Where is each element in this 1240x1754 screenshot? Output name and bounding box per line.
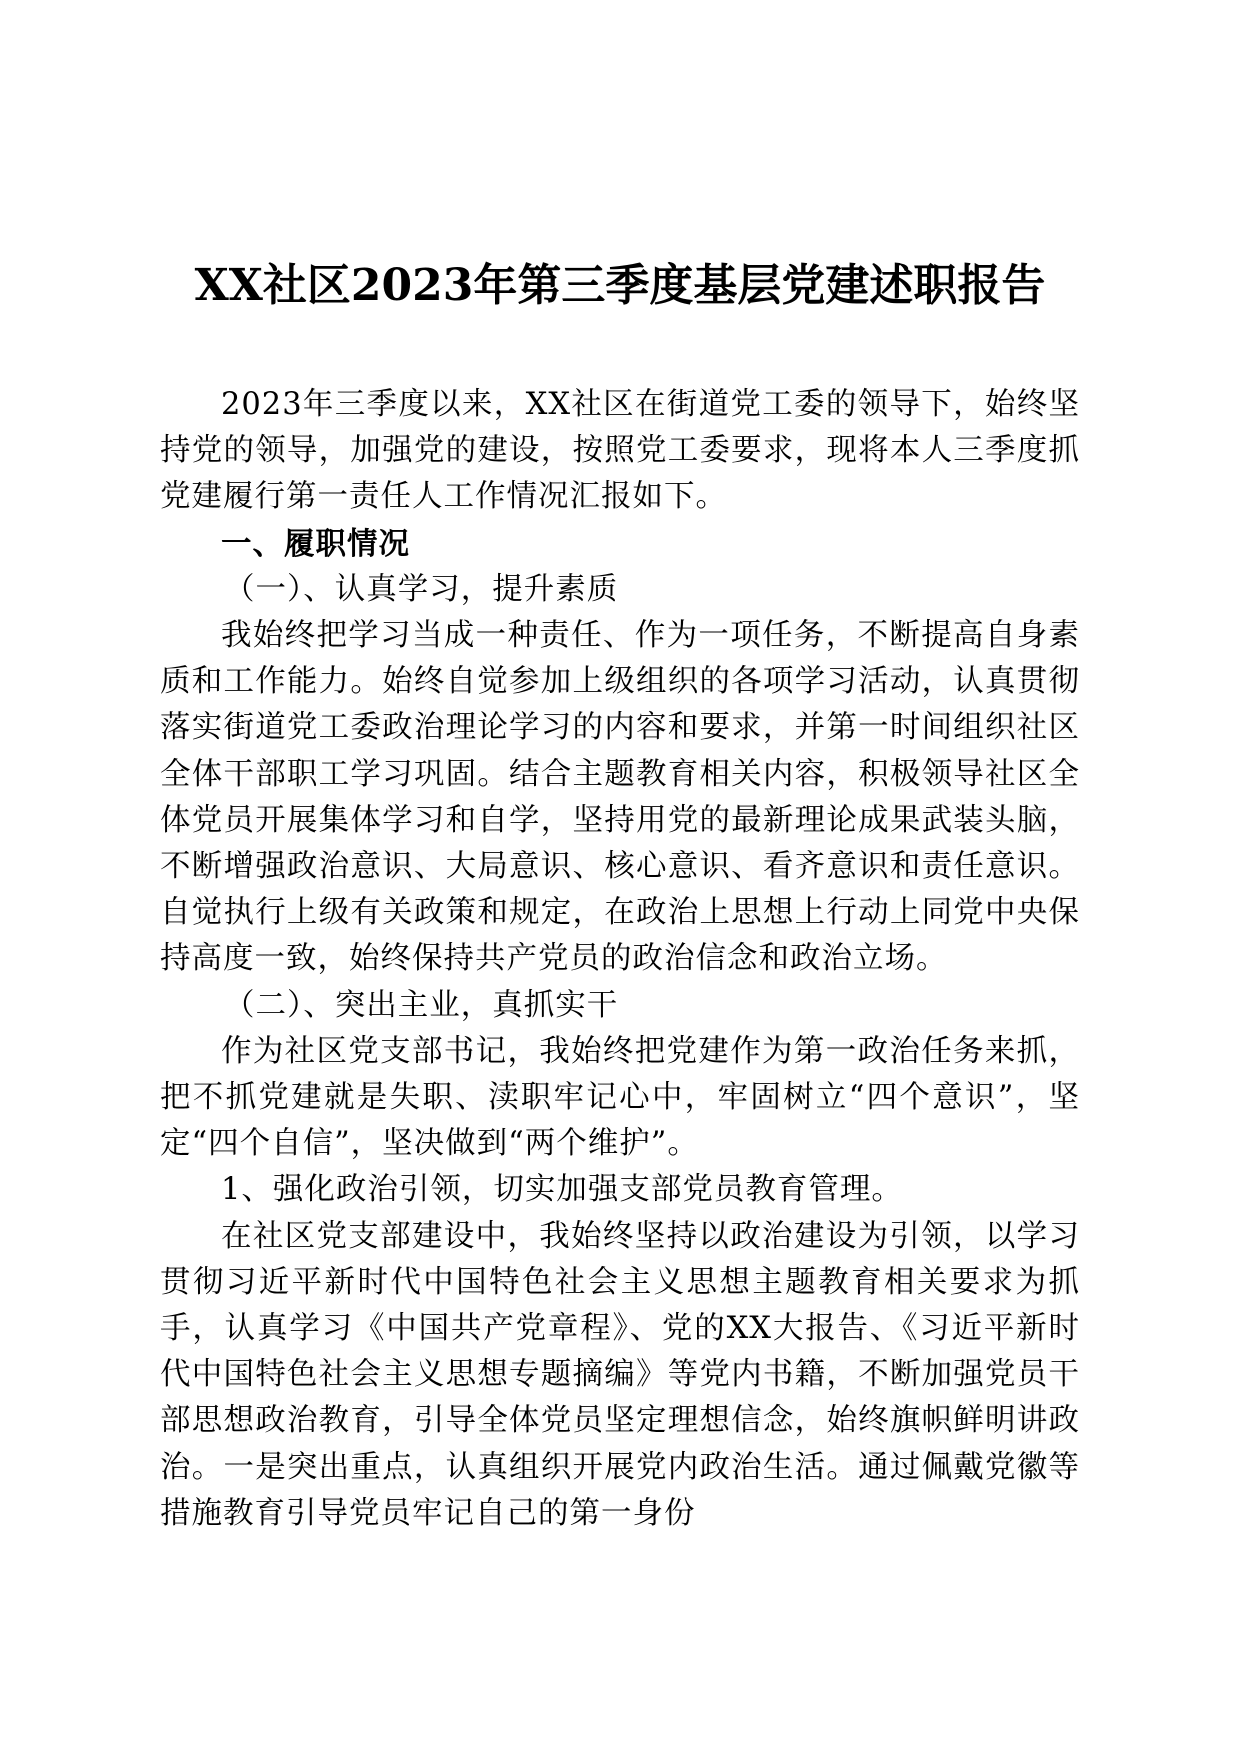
section-heading-1: 一、履职情况 <box>221 525 410 562</box>
body-paragraph: 我始终把学习当成一种责任、作为一项任务，不断提高自身素质和工作能力。始终自觉参加上级组织的各项学习活动，认真贯彻落实街道党工委政治理论学习的内容和要求，并第一时间组织社区全体干部职工学习巩固。结合主题教育相关内容，积极领导社区全体党员开展集体学习和自学，坚持用党的最新理论成果武装头脑，不断增强政治意识、大局意识、核心意识、看齐意识和责任意识。自觉执行上级有关政策和规定，在政治上思想上行动上同党中央保持高度一致，始终保持共产党员的政治信念和政治立场。 <box>160 618 1080 977</box>
document-body <box>160 382 1080 1537</box>
subsection-heading-1: （一）、认真学习，提升素质 <box>224 571 619 607</box>
subsection-heading-2: （二）、突出主业，真抓实干 <box>224 987 619 1023</box>
body-paragraph: 作为社区党支部书记，我始终把党建作为第一政治任务来抓，把不抓党建就是失职、渎职牢记心中，牢固树立“四个意识”，坚定“四个自信”，坚决做到“两个维护”。 <box>160 1033 1080 1162</box>
body-paragraph: 在社区党支部建设中，我始终坚持以政治建设为引领，以学习贯彻习近平新时代中国特色社会主义思想主题教育相关要求为抓手，认真学习《中国共产党章程》、党的XX大报告、《习近平新时代中国特色社会主义思想专题摘编》等党内书籍，不断加强党员干部思想政治教育，引导全体党员坚定理想信念，始终旗帜鲜明讲政治。一是突出重点，认真组织开展党内政治生活。通过佩戴党徽等措施教育引导党员牢记自己的第一身份 <box>160 1218 1080 1531</box>
document-title: XX社区2023年第三季度基层党建述职报告 <box>194 260 1046 311</box>
intro-paragraph: 2023年三季度以来，XX社区在街道党工委的领导下，始终坚持党的领导，加强党的建设，按照党工委要求，现将本人三季度抓党建履行第一责任人工作情况汇报如下。 <box>160 387 1080 515</box>
numbered-item-heading: 1、强化政治引领，切实加强支部党员教育管理。 <box>221 1172 903 1208</box>
